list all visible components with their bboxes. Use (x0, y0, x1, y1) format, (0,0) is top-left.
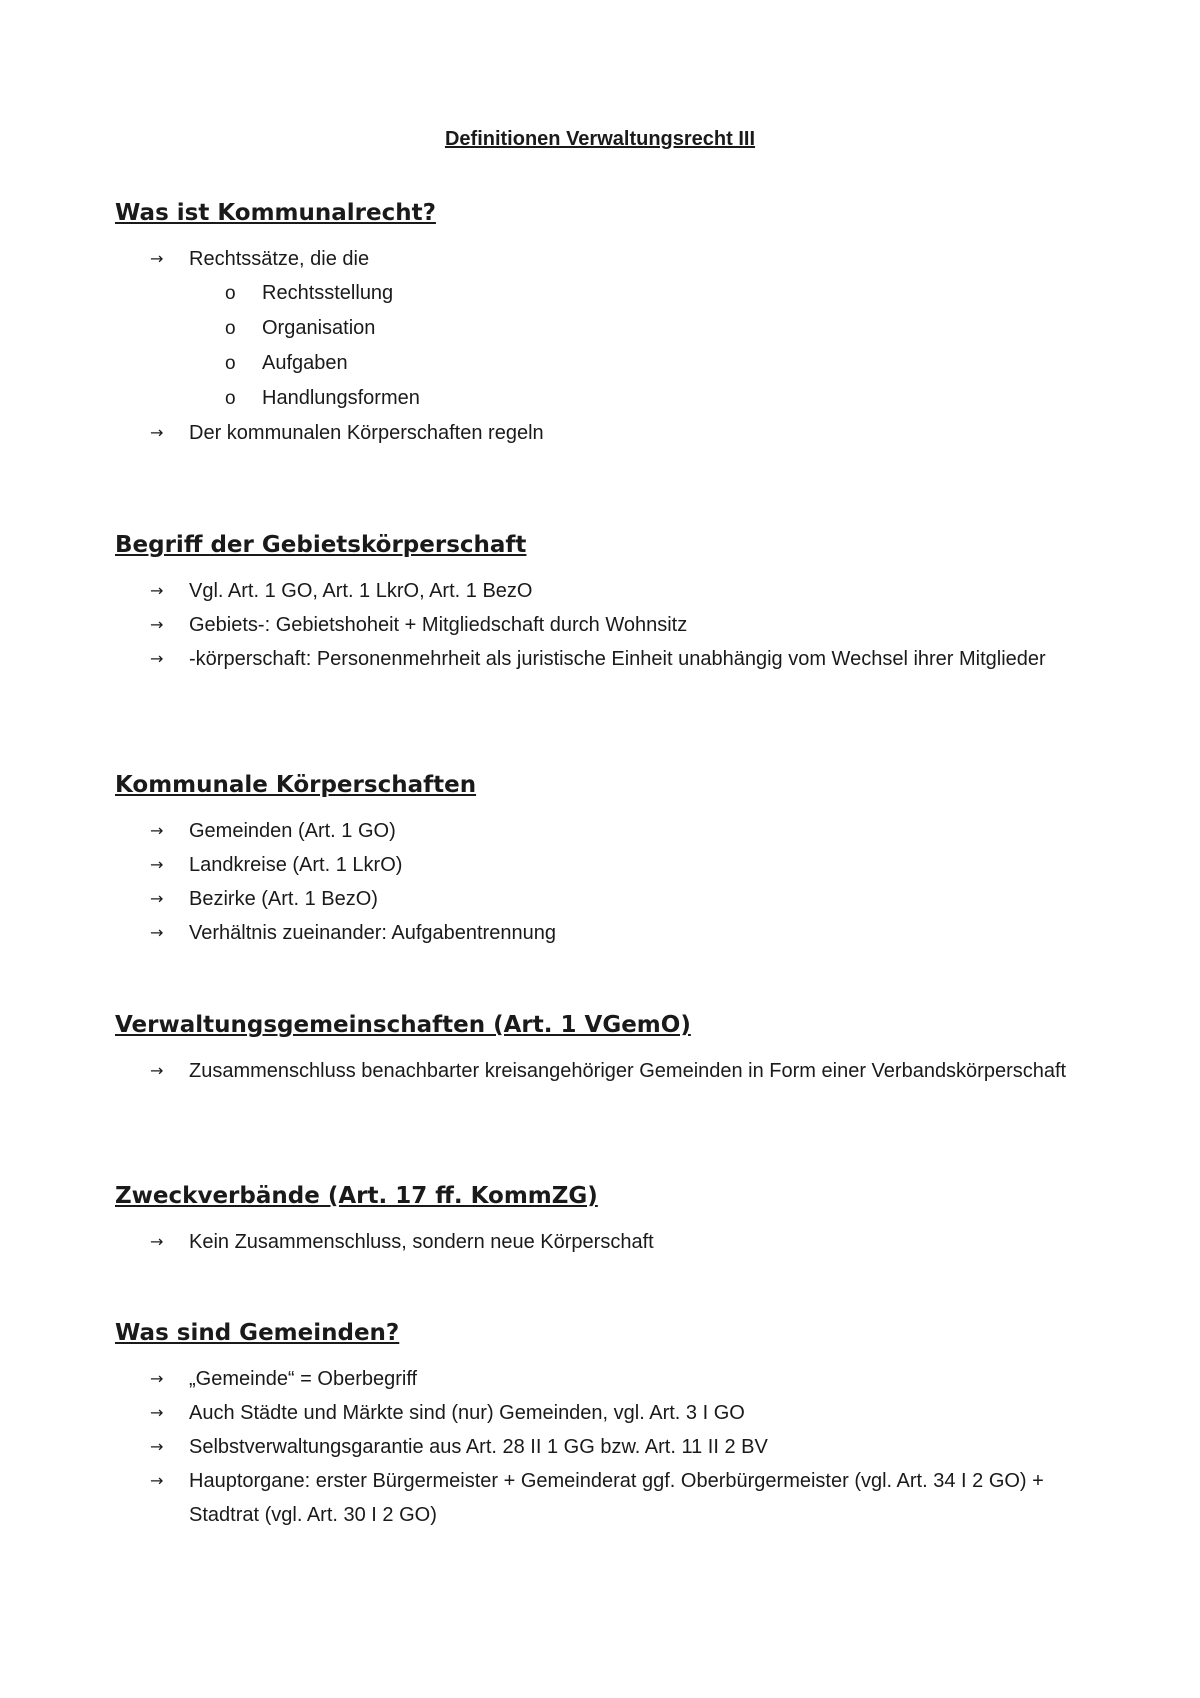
circle-bullet-icon: o (225, 318, 236, 339)
sub-list-item-text: Handlungsformen (262, 387, 420, 409)
section-kommunale-koerperschaften (115, 770, 1095, 950)
sub-list-item-text: Aufgaben (262, 352, 348, 374)
arrow-icon: → (150, 923, 164, 942)
list-item-text: Gemeinden (Art. 1 GO) (189, 820, 396, 842)
bullet-list (115, 416, 1095, 450)
list-item (115, 416, 1095, 450)
circle-bullet-icon: o (225, 353, 236, 374)
list-item (115, 608, 1095, 642)
list-item-text: Bezirke (Art. 1 BezO) (189, 888, 378, 910)
arrow-icon: → (150, 1471, 164, 1490)
bullet-list (115, 242, 1095, 276)
section-kommunalrecht (115, 198, 1095, 450)
list-item-text: -körperschaft: Personenmehrheit als juristische Einheit unabhängig vom Wechsel ihrer Mitglieder (189, 648, 1046, 670)
list-item (115, 1464, 1095, 1532)
arrow-icon: → (150, 855, 164, 874)
section-heading: Zweckverbände (Art. 17 ff. KommZG) (115, 1183, 598, 1209)
list-item-text: Vgl. Art. 1 GO, Art. 1 LkrO, Art. 1 BezO (189, 580, 533, 602)
section-verwaltungsgemeinschaften (115, 1010, 1095, 1088)
section-heading: Begriff der Gebietskörperschaft (115, 532, 527, 558)
list-item (115, 1362, 1095, 1396)
sub-list-item (115, 381, 1095, 416)
arrow-icon: → (150, 249, 164, 268)
list-item (115, 574, 1095, 608)
section-heading: Was sind Gemeinden? (115, 1320, 400, 1346)
section-gebietskoerperschaft (115, 530, 1095, 676)
list-item (115, 642, 1095, 676)
arrow-icon: → (150, 821, 164, 840)
arrow-icon: → (150, 1061, 164, 1080)
list-item (115, 1430, 1095, 1464)
section-gemeinden (115, 1318, 1095, 1532)
list-item (115, 848, 1095, 882)
document-title: Definitionen Verwaltungsrecht III (444, 128, 756, 150)
arrow-icon: → (150, 1437, 164, 1456)
list-item-text: Landkreise (Art. 1 LkrO) (189, 854, 403, 876)
list-item (115, 1396, 1095, 1430)
list-item (115, 882, 1095, 916)
arrow-icon: → (150, 1232, 164, 1251)
bullet-list (115, 814, 1095, 950)
list-item (115, 916, 1095, 950)
list-item (115, 1054, 1095, 1088)
arrow-icon: → (150, 1403, 164, 1422)
sub-list-item (115, 311, 1095, 346)
arrow-icon: → (150, 615, 164, 634)
list-item-text: Kein Zusammenschluss, sondern neue Körperschaft (189, 1231, 654, 1253)
list-item-text: „Gemeinde“ = Oberbegriff (189, 1368, 418, 1390)
section-heading: Was ist Kommunalrecht? (115, 200, 436, 226)
list-item (115, 242, 1095, 276)
sub-list-item (115, 276, 1095, 311)
list-item (115, 1225, 1095, 1259)
sub-list-item-text: Rechtsstellung (262, 282, 394, 304)
list-item-text: Verhältnis zueinander: Aufgabentrennung (189, 922, 556, 944)
list-item-text: Zusammenschluss benachbarter kreisangehöriger Gemeinden in Form einer Verbandskörperschaft (189, 1060, 1067, 1082)
sub-list-item (115, 346, 1095, 381)
section-zweckverbaende (115, 1181, 1095, 1259)
sub-bullet-list (115, 276, 1095, 416)
bullet-list (115, 1054, 1095, 1088)
list-item-text: Hauptorgane: erster Bürgermeister + Gemeinderat ggf. Oberbürgermeister (vgl. Art. 34 I 2 GO) + Stadtrat (vgl. Art. 30 I 2 GO) (189, 1470, 1044, 1526)
circle-bullet-icon: o (225, 388, 236, 409)
list-item-text: Auch Städte und Märkte sind (nur) Gemeinden, vgl. Art. 3 I GO (189, 1402, 745, 1424)
sub-list-item-text: Organisation (262, 317, 376, 339)
bullet-list (115, 574, 1095, 676)
bullet-list (115, 1362, 1095, 1532)
list-item-text: Der kommunalen Körperschaften regeln (189, 422, 544, 444)
circle-bullet-icon: o (225, 283, 236, 304)
arrow-icon: → (150, 1369, 164, 1388)
section-heading: Kommunale Körperschaften (115, 772, 477, 798)
bullet-list (115, 1225, 1095, 1259)
list-item-text: Gebiets-: Gebietshoheit + Mitgliedschaft durch Wohnsitz (189, 614, 688, 636)
arrow-icon: → (150, 889, 164, 908)
section-heading: Verwaltungsgemeinschaften (Art. 1 VGemO) (115, 1012, 691, 1038)
list-item (115, 814, 1095, 848)
arrow-icon: → (150, 649, 164, 668)
list-item-text: Selbstverwaltungsgarantie aus Art. 28 II 1 GG bzw. Art. 11 II 2 BV (189, 1436, 768, 1458)
list-item-text: Rechtssätze, die die (189, 248, 370, 270)
arrow-icon: → (150, 581, 164, 600)
arrow-icon: → (150, 423, 164, 442)
